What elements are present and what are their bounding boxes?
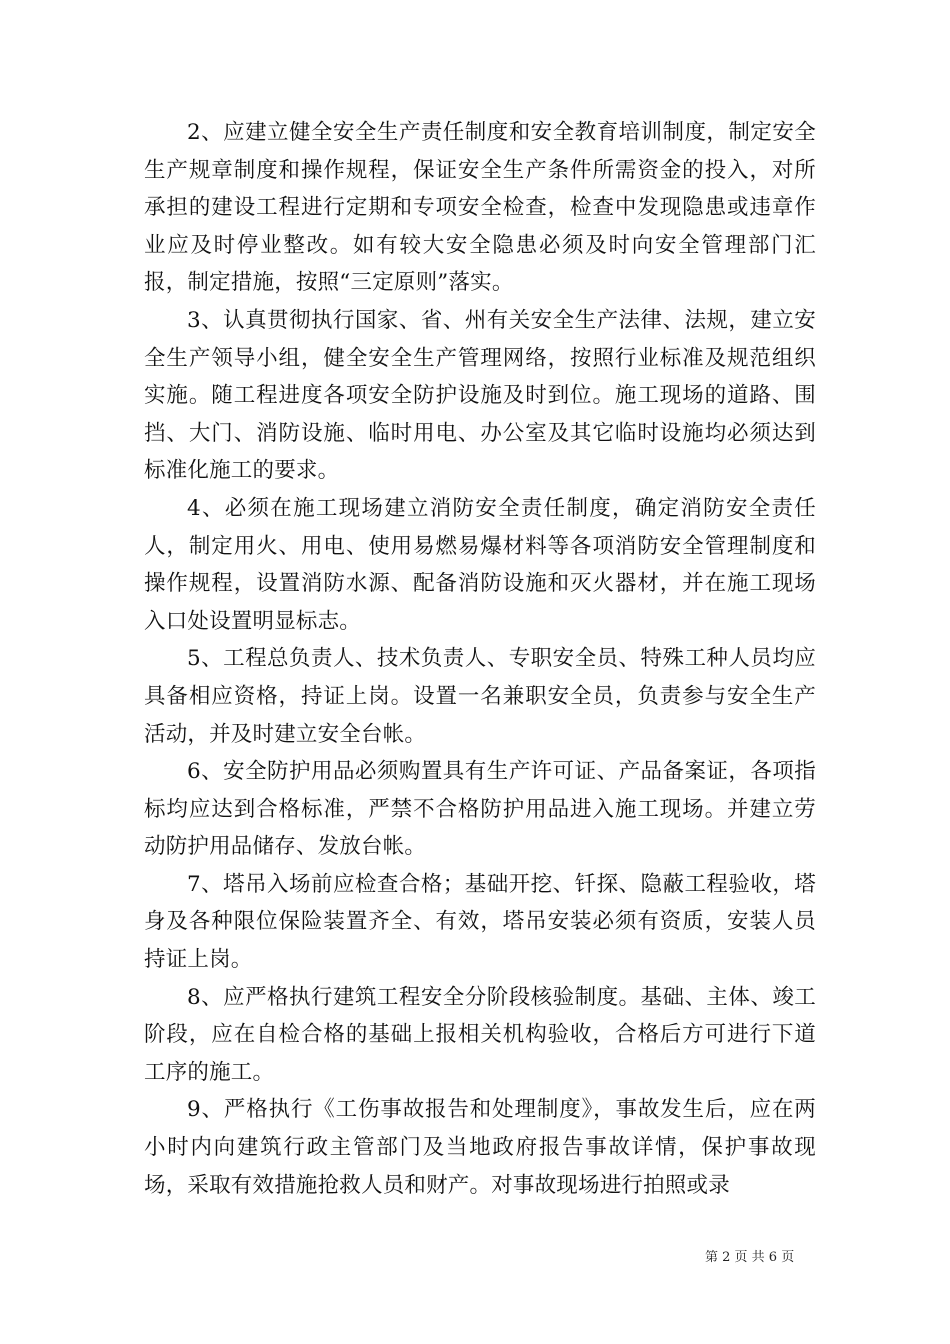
document-body xyxy=(144,114,816,1204)
paragraph-item-8: 8、应严格执行建筑工程安全分阶段核验制度。基础、主体、竣工阶段，应在自检合格的基础上报相关机构验收，合格后方可进行下道工序的施工。 xyxy=(144,984,816,1085)
paragraph-item-5: 5、工程总负责人、技术负责人、专职安全员、特殊工种人员均应具备相应资格，持证上岗。设置一名兼职安全员，负责参与安全生产活动，并及时建立安全台帐。 xyxy=(144,646,816,747)
paragraph-item-9: 9、严格执行《工伤事故报告和处理制度》，事故发生后，应在两小时内向建筑行政主管部门及当地政府报告事故详情，保护事故现场，采取有效措施抢救人员和财产。对事故现场进行拍照或录 xyxy=(144,1097,816,1198)
paragraph-item-7: 7、塔吊入场前应检查合格；基础开挖、钎探、隐蔽工程验收，塔身及各种限位保险装置齐全、有效，塔吊安装必须有资质，安装人员持证上岗。 xyxy=(144,871,816,973)
paragraph-item-6: 6、安全防护用品必须购置具有生产许可证、产品备案证，各项指标均应达到合格标准，严禁不合格防护用品进入施工现场。并建立劳动防护用品储存、发放台帐。 xyxy=(144,759,816,860)
paragraph-item-3: 3、认真贯彻执行国家、省、州有关安全生产法律、法规，建立安全生产领导小组，健全安全生产管理网络，按照行业标准及规范组织实施。随工程进度各项安全防护设施及时到位。施工现场的道路、围挡、大门、消防设施、临时用电、办公室及其它临时设施均必须达到标准化施工的要求。 xyxy=(144,307,816,484)
paragraph-item-2: 2、应建立健全安全生产责任制度和安全教育培训制度，制定安全生产规章制度和操作规程，保证安全生产条件所需资金的投入，对所承担的建设工程进行定期和专项安全检查，检查中发现隐患或违章作业应及时停业整改。如有较大安全隐患必须及时向安全管理部门汇报，制定措施，按照“三定原则”落实。 xyxy=(144,120,816,296)
paragraph-item-4: 4、必须在施工现场建立消防安全责任制度，确定消防安全责任人，制定用火、用电、使用易燃易爆材料等各项消防安全管理制度和操作规程，设置消防水源、配备消防设施和灭火器材，并在施工现场入口处设置明显标志。 xyxy=(144,495,816,634)
page-number-footer: 第 2 页 共 6 页 xyxy=(705,1250,795,1265)
